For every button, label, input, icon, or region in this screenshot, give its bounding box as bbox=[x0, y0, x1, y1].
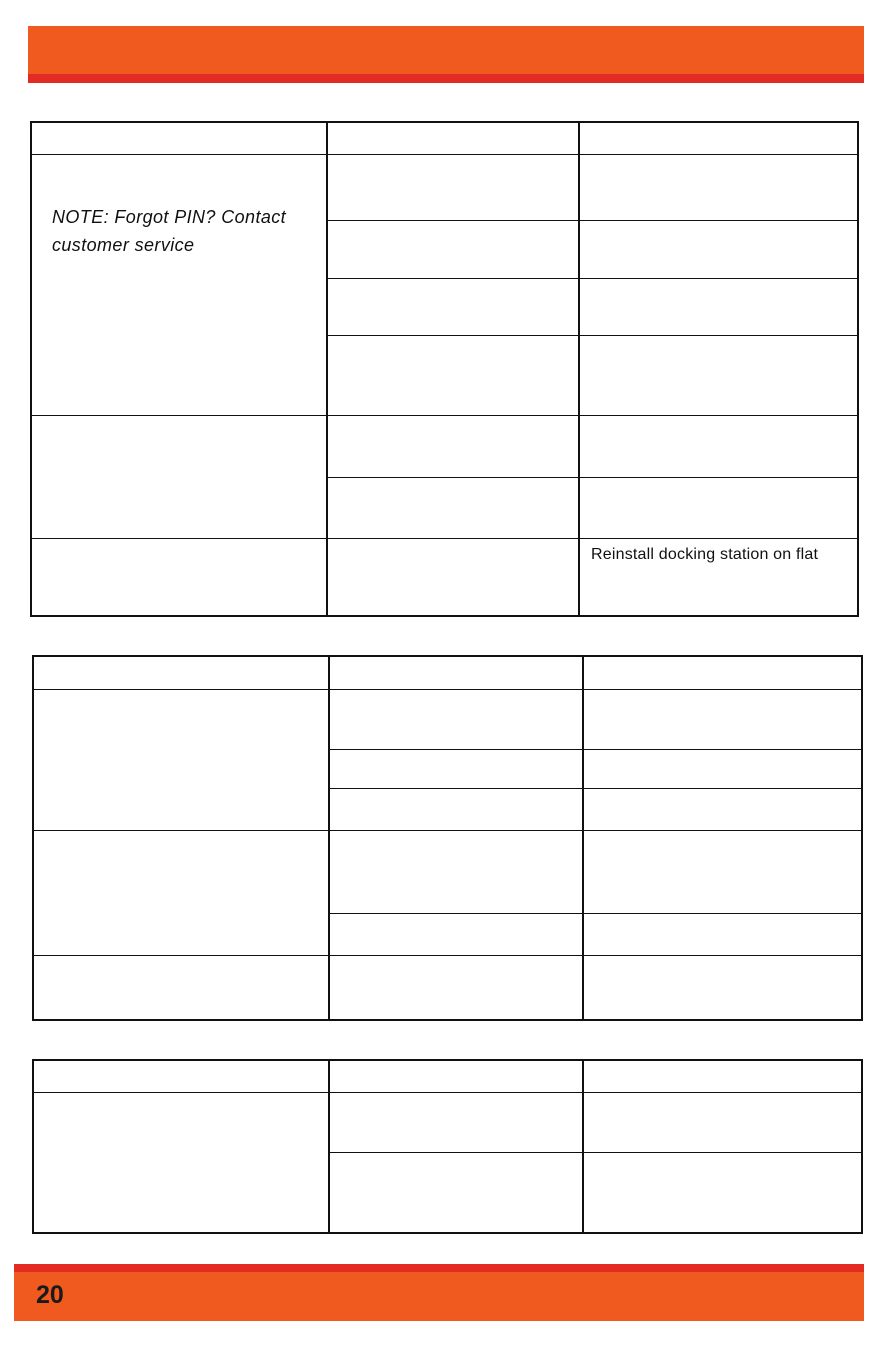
header-rule bbox=[28, 74, 864, 83]
solution-cell bbox=[583, 955, 862, 1020]
table-row bbox=[33, 689, 862, 749]
solution-cell bbox=[583, 830, 862, 913]
table-row bbox=[33, 1092, 862, 1152]
cause-cell bbox=[329, 749, 583, 788]
cause-cell bbox=[329, 1152, 583, 1233]
cause-cell bbox=[329, 788, 583, 830]
solution-cell bbox=[583, 788, 862, 830]
header-band bbox=[28, 26, 864, 74]
cause-cell bbox=[329, 1092, 583, 1152]
solution-cell bbox=[579, 220, 858, 278]
header-cell bbox=[579, 122, 858, 154]
table-header-row bbox=[31, 122, 858, 154]
problem-cell bbox=[31, 538, 327, 616]
header-cell bbox=[33, 656, 329, 689]
header-cell bbox=[33, 1060, 329, 1092]
cause-cell bbox=[329, 955, 583, 1020]
problem-cell bbox=[31, 415, 327, 538]
table-header-row bbox=[33, 1060, 862, 1092]
solution-cell bbox=[579, 415, 858, 477]
header-cell bbox=[31, 122, 327, 154]
header-cell bbox=[583, 656, 862, 689]
header-cell bbox=[327, 122, 579, 154]
problem-cell bbox=[33, 955, 329, 1020]
solution-cell bbox=[579, 538, 858, 616]
problem-cell bbox=[33, 1092, 329, 1233]
forgot-pin-note: NOTE: Forgot PIN? Contact customer service bbox=[52, 206, 287, 255]
table-row bbox=[33, 830, 862, 913]
cause-cell bbox=[327, 278, 579, 335]
table-row bbox=[31, 538, 858, 616]
solution-cell bbox=[583, 749, 862, 788]
reinstall-docking-text: Reinstall docking station on flat bbox=[591, 545, 819, 563]
table-header-row bbox=[33, 656, 862, 689]
cause-cell bbox=[329, 913, 583, 955]
cause-cell bbox=[327, 154, 579, 220]
cause-cell bbox=[327, 538, 579, 616]
solution-cell bbox=[583, 689, 862, 749]
troubleshooting-table-1 bbox=[30, 121, 859, 617]
solution-cell bbox=[579, 154, 858, 220]
footer-rule bbox=[14, 1264, 864, 1272]
troubleshooting-table-2 bbox=[32, 655, 863, 1021]
table-row bbox=[31, 154, 858, 220]
footer-band bbox=[14, 1272, 864, 1321]
cause-cell bbox=[327, 477, 579, 538]
table-row bbox=[31, 415, 858, 477]
problem-cell bbox=[33, 830, 329, 955]
solution-cell bbox=[579, 335, 858, 415]
solution-cell bbox=[579, 278, 858, 335]
cause-cell bbox=[327, 220, 579, 278]
solution-cell bbox=[583, 913, 862, 955]
cause-cell bbox=[329, 689, 583, 749]
solution-cell bbox=[579, 477, 858, 538]
troubleshooting-table-3 bbox=[32, 1059, 863, 1234]
table-row bbox=[33, 955, 862, 1020]
problem-cell bbox=[31, 154, 327, 415]
solution-cell bbox=[583, 1092, 862, 1152]
cause-cell bbox=[327, 415, 579, 477]
header-cell bbox=[329, 1060, 583, 1092]
cause-cell bbox=[327, 335, 579, 415]
page-number: 20 bbox=[36, 1281, 64, 1309]
cause-cell bbox=[329, 830, 583, 913]
problem-cell bbox=[33, 689, 329, 830]
header-cell bbox=[583, 1060, 862, 1092]
header-cell bbox=[329, 656, 583, 689]
solution-cell bbox=[583, 1152, 862, 1233]
